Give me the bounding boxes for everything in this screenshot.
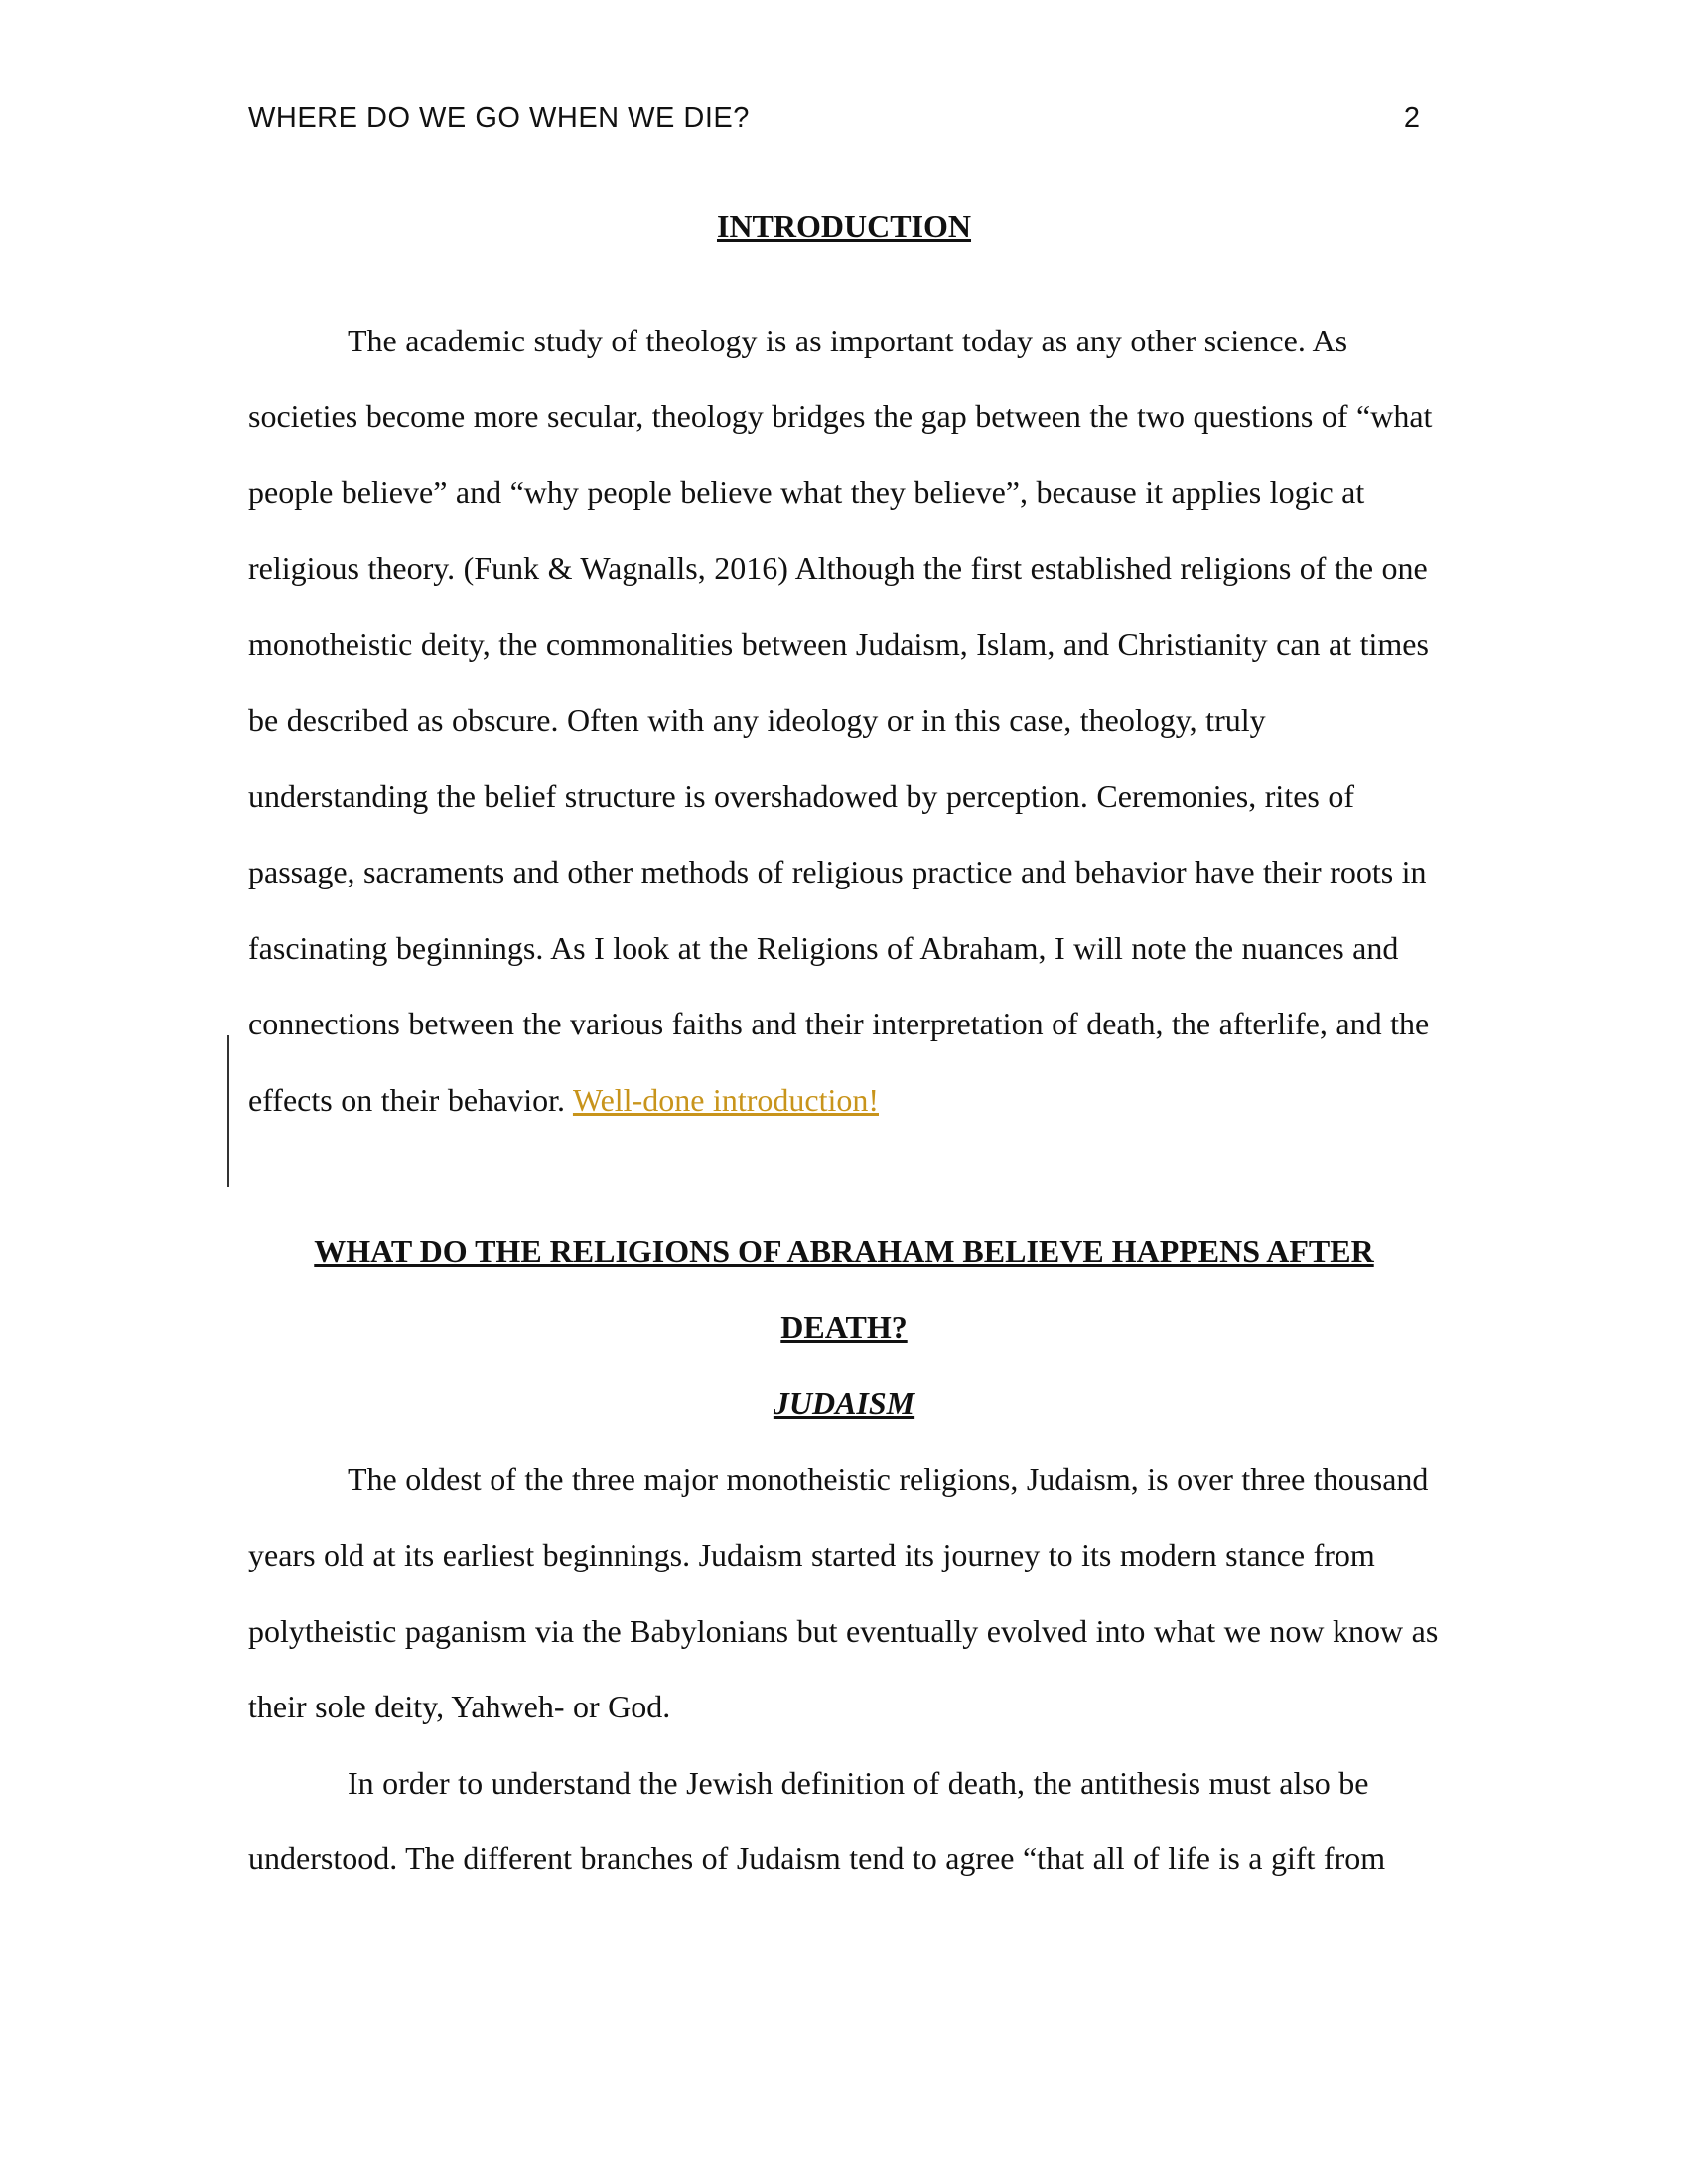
- page-number: 2: [1403, 102, 1420, 134]
- comment-change-bar: [227, 1035, 229, 1187]
- introduction-text: The academic study of theology is as important today as any other science. As societies become more secular, theology bridges the gap between the two questions of “what people believe” and “why people believe what they believe”, because it applies logic at religious theory. (Funk & Wagnalls, 2016) Although the first established religions of the one monotheistic deity, the commonalities between Judaism, Islam, and Christianity can at times be described as obscure. Often with any ideology or in this case, theology, truly understanding the belief structure is overshadowed by perception. Ceremonies, rites of passage, sacraments and other methods of religious practice and behavior have their roots in fascinating beginnings. As I look at the Religions of Abraham, I will note the nuances and connections between the various faiths and their interpretation of death, the afterlife, and the effects on their behavior.: [248, 322, 1433, 1118]
- introduction-heading: INTRODUCTION: [716, 208, 972, 244]
- introduction-paragraph: [248, 303, 1440, 1139]
- document-body: [248, 189, 1440, 1897]
- judaism-paragraph-1: The oldest of the three major monotheistic religions, Judaism, is over three thousand years old at its earliest beginnings. Judaism started its journey to its modern stance from polytheistic paganism via the Babylonians but eventually evolved into what we now know as their sole deity, Yahweh- or God.: [248, 1460, 1439, 1724]
- judaism-paragraph-2: In order to understand the Jewish definition of death, the antithesis must also be understood. The different branches of Judaism tend to agree “that all of life is a gift from: [248, 1764, 1386, 1876]
- reviewer-comment[interactable]: Well-done introduction!: [572, 1081, 879, 1118]
- judaism-subheading: JUDAISM: [773, 1385, 915, 1421]
- running-head: WHERE DO WE GO WHEN WE DIE?: [248, 102, 750, 134]
- section-heading: WHAT DO THE RELIGIONS OF ABRAHAM BELIEVE HAPPENS AFTER DEATH?: [314, 1233, 1374, 1345]
